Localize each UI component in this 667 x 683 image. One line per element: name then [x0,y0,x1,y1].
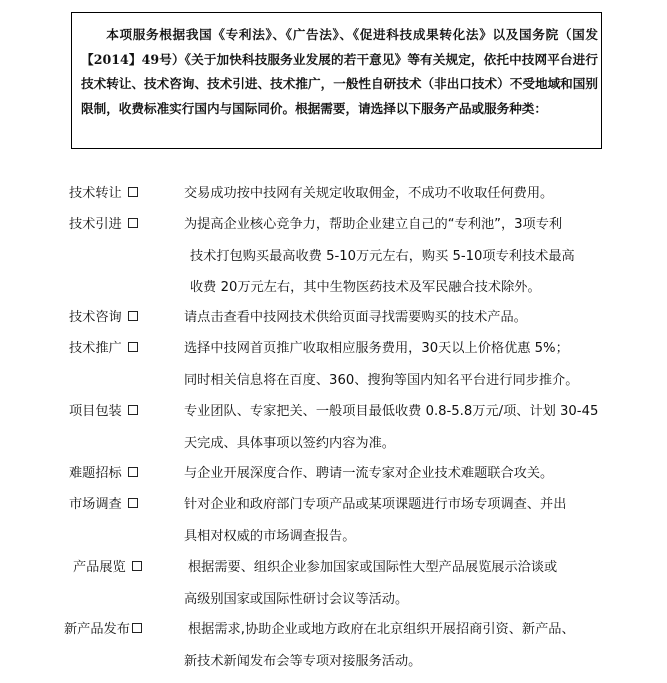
checkbox[interactable] [128,311,138,321]
checkbox[interactable] [128,498,138,508]
service-label: 技术咨询 [69,306,138,325]
service-desc: 选择中技网首页推广收取相应服务费用，30天以上价格优惠 5%； 同时相关信息将在百度、360、搜狗等国内知名平台进行同步推介。 [184,341,579,388]
service-desc: 根据需求,协助企业或地方政府在北京组织开展招商引资、新产品、 新技术新闻发布会等专项对接服务活动。 [184,622,575,669]
service-desc: 针对企业和政府部门专项产品或某项课题进行市场专项调查、并出 具相对权威的市场调查报告。 [184,497,567,544]
service-desc: 为提高企业核心竞争力，帮助企业建立自己的“专利池”，3项专利 技术打包购买最高收费 5-10万元左右，购买 5-10项专利技术最高 收费 20万元左右，其中生物医药技术及军民融合技术除外。 [184,217,575,295]
checkbox[interactable] [132,623,142,633]
service-label: 技术转让 [69,182,138,201]
service-desc: 专业团队、专家把关、一般项目最低收费 0.8-5.8万元/项、计划 30-45 天完成、具体事项以签约内容为准。 [184,404,599,451]
checkbox[interactable] [128,467,138,477]
service-desc: 交易成功按中技网有关规定收取佣金，不成功不收取任何费用。 [184,186,554,201]
service-desc: 根据需要、组织企业参加国家或国际性大型产品展览展示洽谈或 高级别国家或国际性研讨会议等活动。 [184,560,558,607]
checkbox[interactable] [128,187,138,197]
service-label: 技术推广 [69,337,138,356]
service-label: 新产品发布 [64,618,142,637]
checkbox[interactable] [132,561,142,571]
service-label: 难题招标 [69,462,138,481]
checkbox[interactable] [128,405,138,415]
service-desc: 请点击查看中技网技术供给页面寻找需要购买的技术产品。 [184,310,527,325]
service-label: 市场调查 [69,493,138,512]
notice-box [71,12,602,149]
checkbox[interactable] [128,218,138,228]
notice-text: 本项服务根据我国《专利法》、《广告法》、《促进科技成果转化法》以及国务院（国发【2014】49号）《关于加快科技服务业发展的若干意见》等有关规定，依托中技网平台进行技术转让、技术咨询、技术引进、技术推广，一般性自研技术（非出口技术）不受地域和国别限制，收费标准实行国内与国际同价。根据需要，请选择以下服务产品或服务种类： [81,27,598,116]
checkbox[interactable] [128,342,138,352]
service-label: 项目包装 [69,400,138,419]
service-label: 产品展览 [73,556,142,575]
service-desc: 与企业开展深度合作、聘请一流专家对企业技术难题联合攻关。 [184,466,554,481]
service-label: 技术引进 [69,213,138,232]
